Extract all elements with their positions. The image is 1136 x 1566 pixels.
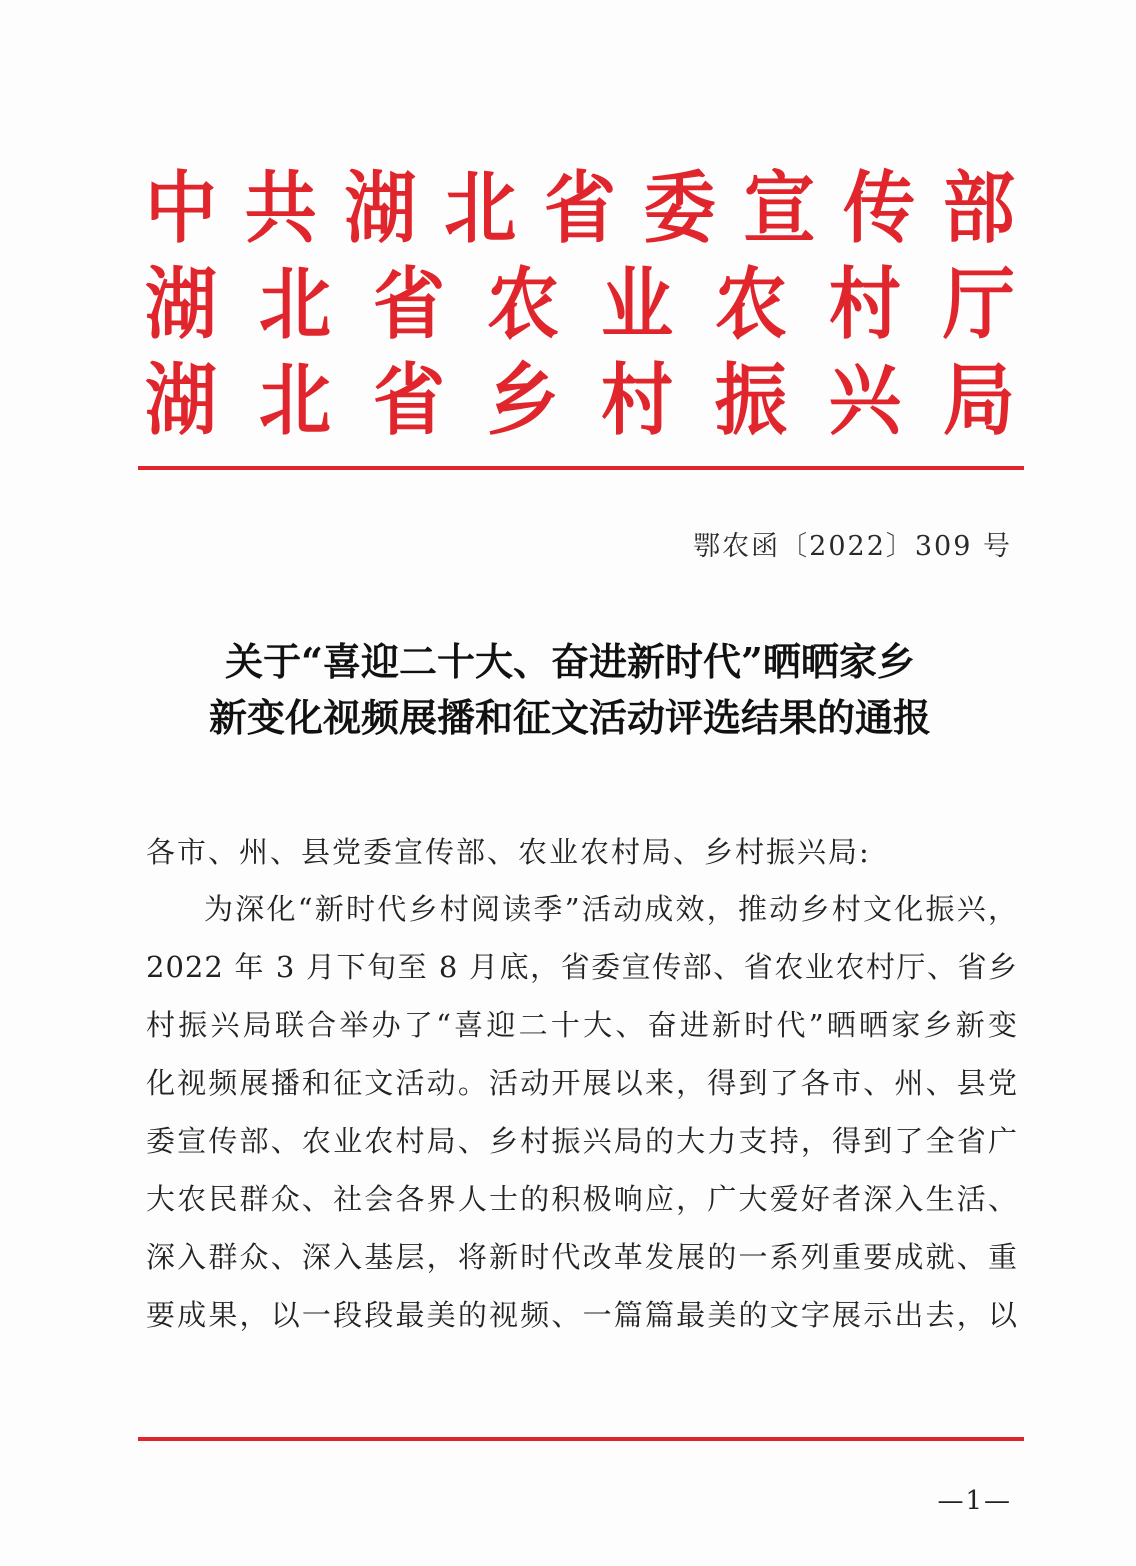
organization-char: 北 [444, 162, 517, 254]
organization-char: 共 [244, 162, 317, 254]
organization-char: 农 [714, 258, 787, 350]
footer-red-rule [138, 1437, 1024, 1441]
body-line: 要成果，以一段段最美的视频、一篇篇最美的文字展示出去，以 [146, 1298, 1018, 1332]
organization-char: 振 [714, 354, 787, 446]
body-line: 大农民群众、社会各界人士的积极响应，广大爱好者深入生活、 [146, 1182, 1018, 1216]
document-number: 鄂农函〔2022〕309 号 [693, 531, 1012, 562]
body-line: 村振兴局联合举办了“喜迎二十大、奋进新时代”晒晒家乡新变 [146, 1008, 1018, 1042]
organization-char: 农 [486, 258, 559, 350]
organization-char: 湖 [145, 354, 218, 446]
title-line-2: 新变化视频展播和征文活动评选结果的通报 [208, 695, 931, 740]
organization-line-1 [145, 160, 1015, 256]
organization-char: 乡 [486, 354, 559, 446]
organization-char: 传 [843, 162, 916, 254]
organization-char: 省 [372, 258, 445, 350]
body-line: 委宣传部、农业农村局、乡村振兴局的大力支持，得到了全省广 [146, 1124, 1018, 1158]
body-line: 化视频展播和征文活动。活动开展以来，得到了各市、州、县党 [146, 1066, 1018, 1100]
organization-char: 湖 [145, 258, 218, 350]
organization-char: 省 [372, 354, 445, 446]
organization-char: 村 [828, 258, 901, 350]
organization-char: 中 [145, 162, 218, 254]
organization-char: 湖 [344, 162, 417, 254]
issuing-organizations [145, 160, 1015, 448]
body-line: 深入群众、深入基层，将新时代改革发展的一系列重要成就、重 [146, 1240, 1018, 1274]
body-paragraph [146, 880, 1018, 1344]
header-red-rule [138, 466, 1024, 470]
salutation: 各市、州、县党委宣传部、农业农村局、乡村振兴局: [146, 835, 871, 869]
organization-line-3 [145, 352, 1015, 448]
title-line-1: 关于“喜迎二十大、奋进新时代”晒晒家乡 [225, 639, 915, 684]
document-title [120, 634, 1020, 746]
page-number: —1— [937, 1486, 1012, 1516]
organization-char: 北 [258, 354, 331, 446]
organization-char: 委 [643, 162, 716, 254]
organization-char: 业 [600, 258, 673, 350]
organization-line-2 [145, 256, 1015, 352]
organization-char: 局 [942, 354, 1015, 446]
organization-char: 村 [600, 354, 673, 446]
organization-char: 北 [258, 258, 331, 350]
body-line: 为深化“新时代乡村阅读季”活动成效，推动乡村文化振兴， [204, 892, 1018, 926]
organization-char: 省 [543, 162, 616, 254]
organization-char: 兴 [828, 354, 901, 446]
organization-char: 厅 [942, 258, 1015, 350]
organization-char: 部 [942, 162, 1015, 254]
body-line: 2022 年 3 月下旬至 8 月底，省委宣传部、省农业农村厅、省乡 [146, 950, 1018, 984]
organization-char: 宣 [743, 162, 816, 254]
